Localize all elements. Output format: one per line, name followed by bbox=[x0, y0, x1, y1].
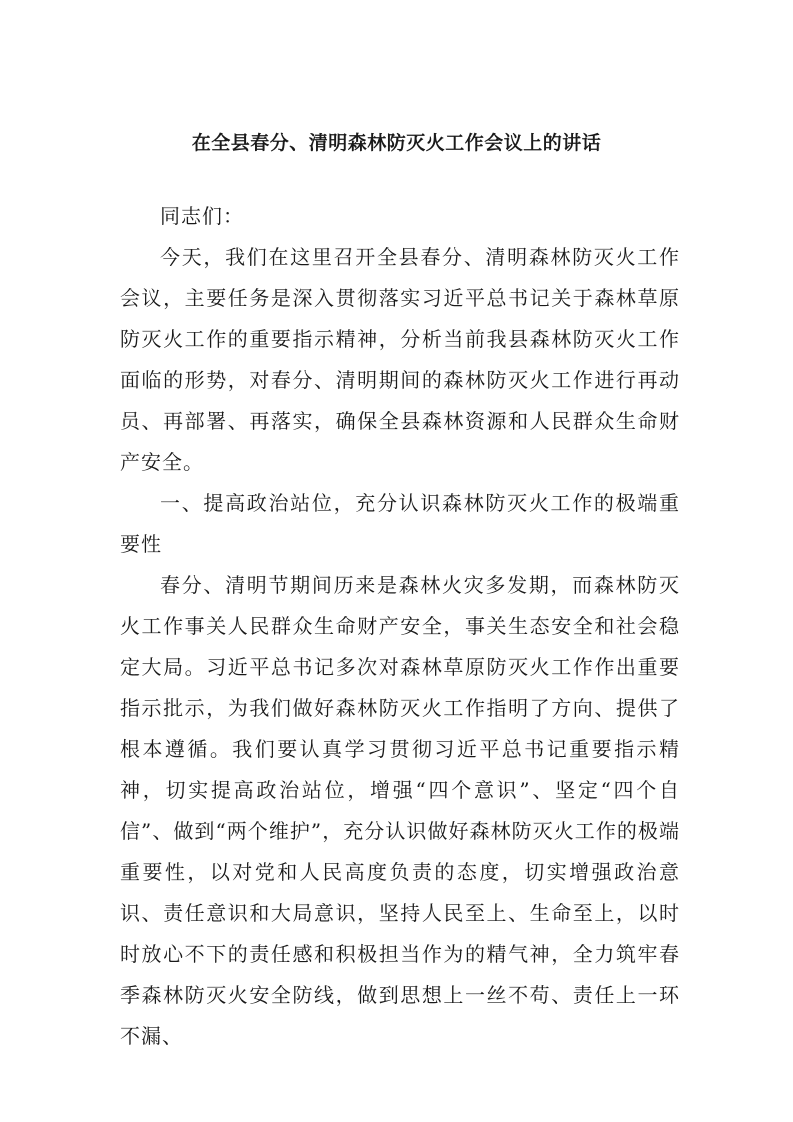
paragraph-intro: 今天，我们在这里召开全县春分、清明森林防灭火工作会议，主要任务是深入贯彻落实习近平总书记关于森林草原防灭火工作的重要指示精神，分析当前我县森林防灭火工作面临的形势，对春分、清明期间的森林防灭火工作进行再动员、再部署、再落实，确保全县森林资源和人民群众生命财产安全。 bbox=[120, 245, 680, 474]
salutation: 同志们： bbox=[160, 204, 244, 228]
paragraph-section-1: 春分、清明节期间历来是森林火灾多发期，而森林防灭火工作事关人民群众生命财产安全，事关生态安全和社会稳定大局。习近平总书记多次对森林草原防灭火工作作出重要指示批示，为我们做好森林防灭火工作指明了方向、提供了根本遵循。我们要认真学习贯彻习近平总书记重要指示精神，切实提高政治站位，增强“四个意识”、坚定“四个自信”、做到“两个维护”，充分认识做好森林防灭火工作的极端重要性，以对党和人民高度负责的态度，切实增强政治意识、责任意识和大局意识，坚持人民至上、生命至上，以时时放心不下的责任感和积极担当作为的精气神，全力筑牢春季森林防灭火安全防线，做到思想上一丝不苟、责任上一环不漏、 bbox=[120, 573, 680, 1048]
document-body bbox=[120, 196, 680, 1057]
document-title: 在全县春分、清明森林防灭火工作会议上的讲话 bbox=[191, 132, 602, 154]
section-heading-1: 一、提高政治站位，充分认识森林防灭火工作的极端重要性 bbox=[120, 491, 680, 556]
